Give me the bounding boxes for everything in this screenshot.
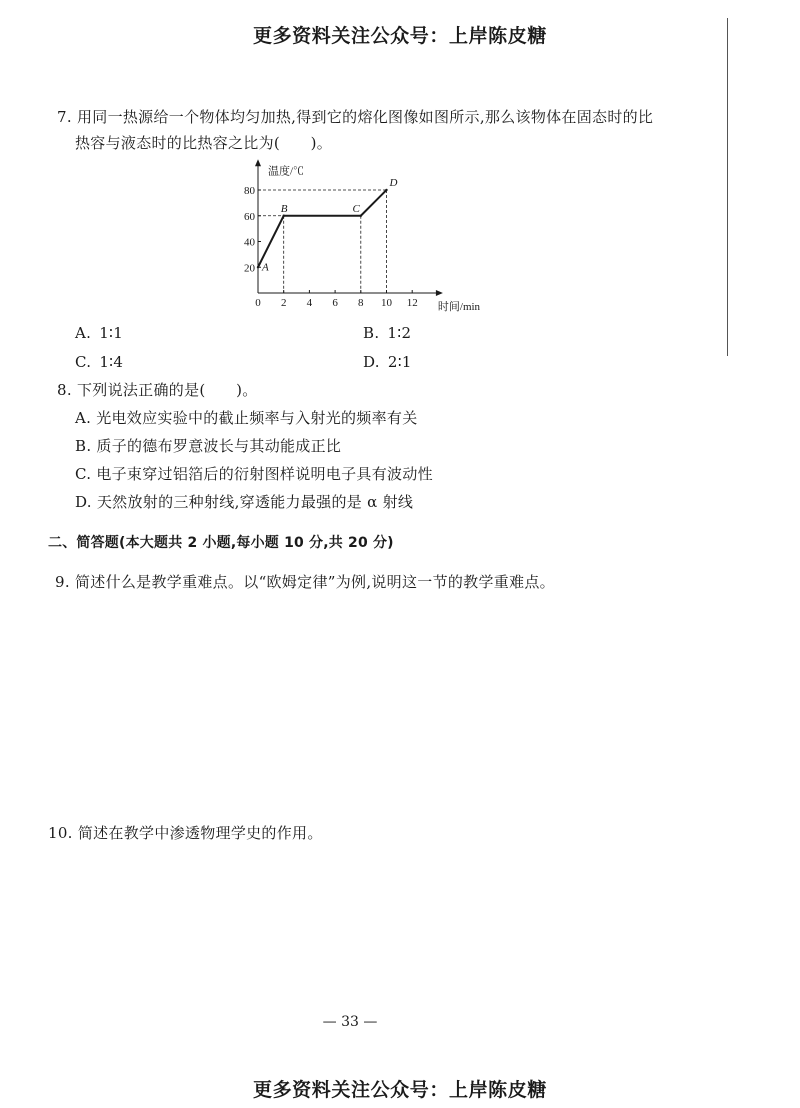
option-letter: C. (75, 465, 92, 483)
x-tick-label: 4 (306, 297, 313, 309)
option-letter: A. (75, 324, 92, 342)
option-text: 质子的德布罗意波长与其动能成正比 (96, 437, 342, 455)
option-letter: C. (75, 353, 92, 371)
q7-option-a (75, 323, 123, 343)
q7-option-d (363, 352, 412, 372)
data-point-d (385, 189, 387, 191)
y-axis-label: 温度/℃ (268, 165, 305, 178)
option-letter: B. (363, 324, 380, 342)
q9-stem: 9. 简述什么是教学重难点。以“欧姆定律”为例,说明这一节的教学重难点。 (55, 573, 555, 591)
x-axis-label: 时间/min (437, 301, 481, 313)
point-label-a: A (262, 261, 269, 274)
option-text: 1∶2 (387, 324, 412, 342)
option-letter: A. (75, 409, 92, 427)
q8-option-c (75, 464, 433, 484)
q8-option-b (75, 436, 341, 456)
point-label-b: B (280, 202, 288, 215)
point-label-d: D (389, 177, 398, 189)
option-letter: B. (75, 437, 92, 455)
data-point-a (257, 266, 259, 268)
q7-option-b (363, 323, 411, 343)
x-tick-label: 10 (381, 297, 392, 309)
header-banner: 更多资料关注公众号：上岸陈皮糖 (252, 25, 547, 47)
q8-option-a (75, 408, 418, 428)
melting-curve-line (258, 190, 387, 267)
point-label-c: C (352, 202, 360, 215)
x-tick-label: 12 (406, 297, 418, 309)
x-tick-label: 2 (280, 297, 287, 309)
y-tick-label: 60 (244, 210, 255, 223)
option-text: 天然放射的三种射线,穿透能力最强的是 α 射线 (96, 493, 414, 511)
option-text: 电子束穿过铝箔后的衍射图样说明电子具有波动性 (96, 465, 433, 483)
q8-stem: 8. 下列说法正确的是( )。 (57, 381, 258, 399)
y-axis-arrow (255, 159, 261, 166)
footer-banner: 更多资料关注公众号：上岸陈皮糖 (252, 1079, 547, 1101)
y-tick-label: 80 (244, 185, 255, 197)
x-tick-label: 0 (255, 297, 261, 309)
melting-chart (230, 155, 500, 325)
x-axis-arrow (436, 290, 443, 296)
data-point-b (283, 215, 285, 217)
page-number: — 33 — (322, 1014, 378, 1030)
option-text: 2∶1 (387, 353, 412, 371)
x-tick-label: 8 (358, 297, 364, 309)
option-letter: D. (75, 493, 92, 511)
data-point-c (360, 215, 362, 217)
scan-edge-line (727, 18, 728, 356)
q8-option-d (75, 492, 413, 512)
section-heading: 二、简答题(本大题共 2 小题,每小题 10 分,共 20 分) (48, 535, 394, 551)
option-text: 光电效应实验中的截止频率与入射光的频率有关 (96, 409, 418, 427)
y-tick-label: 20 (244, 262, 255, 275)
y-tick-label: 40 (244, 236, 255, 249)
q7-option-c (75, 352, 123, 372)
x-tick-label: 6 (332, 297, 338, 309)
option-letter: D. (363, 353, 380, 371)
q7-stem-line-1: 7. 用同一热源给一个物体均匀加热,得到它的熔化图像如图所示,那么该物体在固态时的比 (57, 108, 654, 126)
q7-stem-line-2: 热容与液态时的比热容之比为( )。 (75, 134, 333, 152)
q10-stem: 10. 简述在教学中渗透物理学史的作用。 (48, 824, 323, 842)
option-text: 1∶1 (99, 324, 124, 342)
option-text: 1∶4 (99, 353, 124, 371)
